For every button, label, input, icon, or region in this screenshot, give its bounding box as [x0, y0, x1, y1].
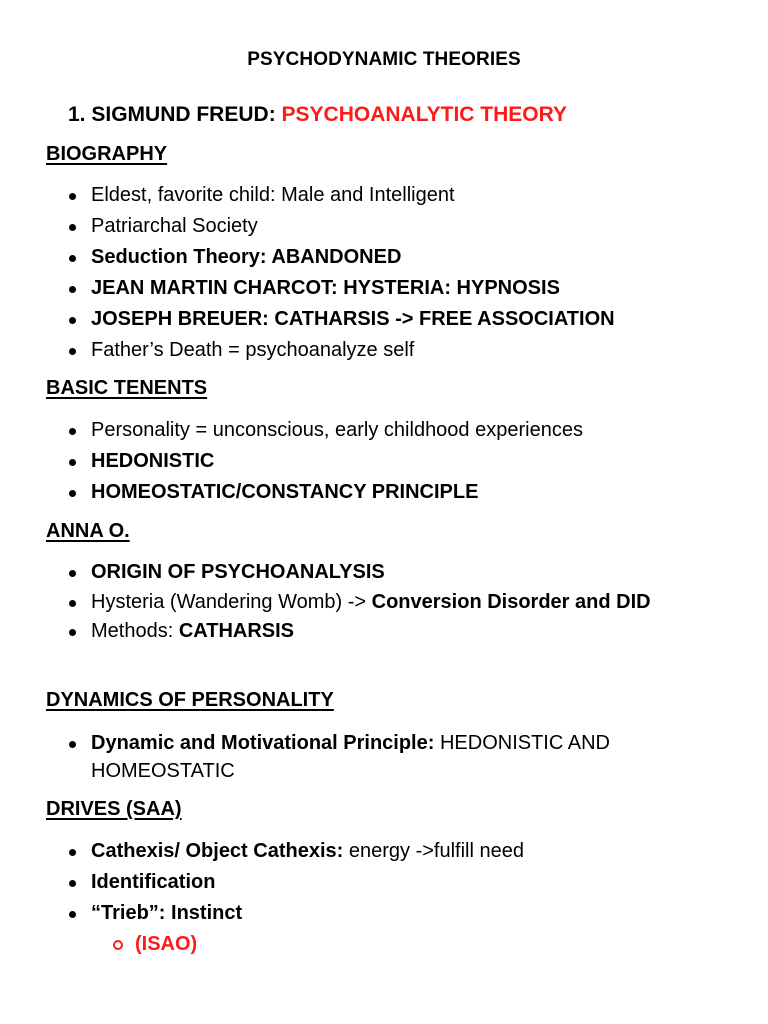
list-item: JOSEPH BREUER: CATHARSIS -> FREE ASSOCIATION: [67, 304, 707, 335]
list-item: “Trieb”: Instinct (ISAO): [67, 898, 707, 960]
bullet-icon: [69, 600, 76, 607]
sub-list-item: (ISAO): [111, 929, 707, 960]
section-heading-biography: BIOGRAPHY: [46, 143, 168, 165]
list-item: Dynamic and Motivational Principle: HEDONISTIC AND HOMEOSTATIC: [67, 729, 711, 785]
list-item: Eldest, favorite child: Male and Intelligent: [67, 180, 707, 211]
list-item: ORIGIN OF PSYCHOANALYSIS: [67, 557, 707, 588]
section-heading-dynamics: DYNAMICS OF PERSONALITY: [46, 689, 334, 711]
biography-list: [67, 180, 707, 366]
section-heading-basic-tenents: BASIC TENENTS: [46, 377, 208, 399]
list-item: Identification: [67, 867, 707, 898]
chapter-theory: PSYCHOANALYTIC THEORY: [281, 103, 568, 126]
list-item: Methods: CATHARSIS: [67, 616, 707, 647]
drives-sub-list: [111, 929, 707, 960]
drives-list: [67, 836, 707, 960]
list-item: Seduction Theory: ABANDONED: [67, 242, 707, 273]
bullet-icon: [69, 911, 76, 918]
bullet-icon: [69, 459, 76, 466]
anna-o-list: [67, 557, 707, 647]
section-heading-drives: DRIVES (SAA): [46, 798, 182, 820]
bullet-icon: [69, 348, 76, 355]
list-item: Father’s Death = psychoanalyze self: [67, 335, 707, 366]
bullet-icon: [69, 570, 76, 577]
section-heading-anna-o: ANNA O.: [46, 520, 130, 542]
bullet-icon: [69, 490, 76, 497]
chapter-number: 1.: [68, 103, 86, 126]
chapter-name: SIGMUND FREUD:: [91, 103, 276, 126]
bullet-icon: [69, 193, 76, 200]
list-item: Personality = unconscious, early childhood experiences: [67, 415, 707, 446]
bullet-icon: [69, 849, 76, 856]
dynamics-list: [67, 729, 707, 785]
list-item: HOMEOSTATIC/CONSTANCY PRINCIPLE: [67, 477, 707, 508]
bullet-icon: [69, 317, 76, 324]
bullet-icon: [69, 428, 76, 435]
document-title: PSYCHODYNAMIC THEORIES: [247, 49, 521, 70]
basic-tenents-list: [67, 415, 707, 508]
list-item: Hysteria (Wandering Womb) -> Conversion Disorder and DID: [67, 588, 691, 616]
bullet-icon: [69, 880, 76, 887]
bullet-icon: [69, 286, 76, 293]
list-item: Patriarchal Society: [67, 211, 707, 242]
bullet-icon: [69, 629, 76, 636]
list-item: HEDONISTIC: [67, 446, 707, 477]
list-item: Cathexis/ Object Cathexis: energy ->fulfill need: [67, 836, 707, 867]
bullet-icon: [69, 255, 76, 262]
bullet-icon: [69, 224, 76, 231]
list-item: JEAN MARTIN CHARCOT: HYSTERIA: HYPNOSIS: [67, 273, 707, 304]
bullet-icon: [69, 741, 76, 748]
hollow-bullet-icon: [113, 940, 123, 950]
chapter-heading: [68, 103, 567, 127]
